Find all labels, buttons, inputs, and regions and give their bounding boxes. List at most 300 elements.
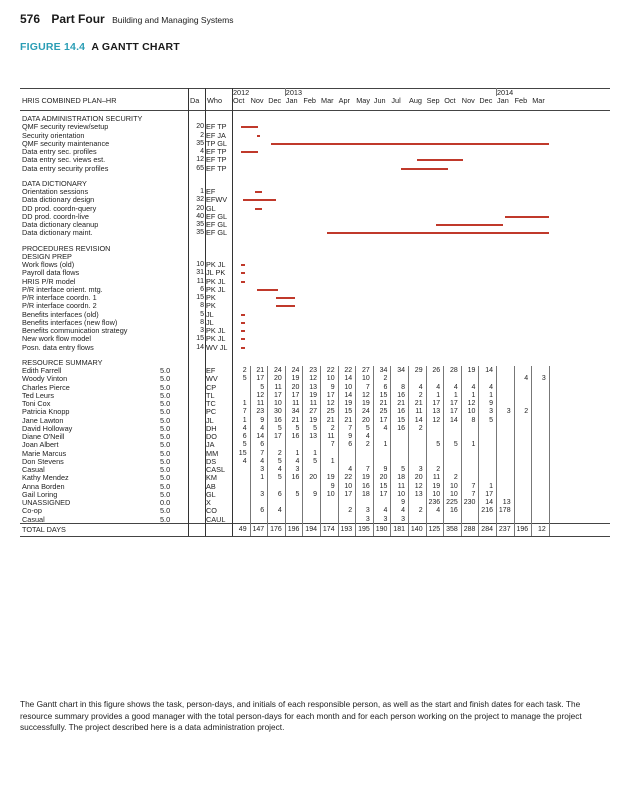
resource-month-value: 6 <box>348 441 353 449</box>
resource-month-value: 10 <box>397 490 405 498</box>
resource-month-value: 34 <box>397 367 405 374</box>
resource-month-value: 7 <box>365 466 370 473</box>
resource-initials: WV <box>206 374 218 384</box>
total-month-value: 196 <box>287 525 300 533</box>
resource-month-value: 11 <box>309 400 317 407</box>
total-month-value: 181 <box>393 525 405 533</box>
task-bar <box>241 322 245 324</box>
resource-month-value: 15 <box>397 416 405 424</box>
task-who: EF TP <box>206 122 227 132</box>
task-bar <box>327 232 549 234</box>
resource-month-value: 16 <box>291 474 300 482</box>
resource-initials: AB <box>206 481 216 491</box>
resource-month-value: 4 <box>295 457 300 465</box>
resource-name: Patricia Knopp <box>22 407 70 417</box>
resource-month-value: 4 <box>260 424 265 432</box>
resource-month-value: 7 <box>365 383 370 391</box>
month-label: Oct <box>233 96 245 105</box>
task-name: Data dictionary maint. <box>22 228 93 238</box>
resource-month-value: 16 <box>397 408 405 416</box>
task-bar <box>505 216 549 218</box>
resource-month-value: 20 <box>379 474 388 482</box>
task-who: EF TP <box>206 163 227 173</box>
resource-month-value: 230 <box>463 499 476 506</box>
resource-month-value: 9 <box>313 490 317 498</box>
total-month-value: 190 <box>375 525 388 533</box>
resource-month-value: 4 <box>277 507 282 515</box>
total-month-value: 237 <box>498 525 511 533</box>
resource-month-value: 3 <box>401 515 405 523</box>
total-month-value: 140 <box>410 525 423 533</box>
resource-month-value: 2 <box>453 474 458 482</box>
task-days: 5 <box>200 310 204 318</box>
resource-month-value: 17 <box>291 391 300 399</box>
resource-month-value: 4 <box>365 433 370 440</box>
resource-month-value: 3 <box>365 515 370 523</box>
resource-month-value: 17 <box>344 490 353 498</box>
resource-rate: 5.0 <box>160 481 171 491</box>
resource-month-value: 19 <box>291 375 300 383</box>
month-label: Nov <box>461 96 475 105</box>
resource-rate: 5.0 <box>160 415 171 425</box>
resource-rate: 5.0 <box>160 456 171 466</box>
task-name: Data dictionary cleanup <box>22 220 99 229</box>
task-name: New work flow model <box>22 334 91 344</box>
task-bar <box>276 297 295 299</box>
resource-month-value: 25 <box>379 408 388 416</box>
month-column-rule <box>267 366 268 536</box>
resource-month-value: 2 <box>418 424 423 432</box>
resource-month-value: 14 <box>256 433 265 440</box>
resource-month-value: 17 <box>273 391 282 399</box>
month-column-rule <box>514 366 515 536</box>
total-month-value: 288 <box>463 525 476 533</box>
resource-month-value: 4 <box>489 383 493 391</box>
task-days: 14 <box>196 343 204 351</box>
resource-month-value: 10 <box>449 482 458 490</box>
resource-month-value: 4 <box>436 383 441 391</box>
task-days: 35 <box>196 229 204 237</box>
figure-caption: The Gantt chart in this figure shows the task, person-days, and initials of each responsible person, as well as the start and finish dates for each task. The resource summary provides a good manager with the total person-days for each month and for each person working on the project to manage the project successfully. The project described here is a data administration project. <box>20 699 582 733</box>
total-month-value: 125 <box>428 525 441 533</box>
task-name: Data dictionary design <box>22 195 95 205</box>
resource-month-value: 20 <box>414 474 423 482</box>
task-days: 8 <box>200 318 204 326</box>
resource-month-value: 13 <box>309 433 317 440</box>
resource-month-value: 12 <box>467 400 476 407</box>
month-column-rule <box>285 366 286 536</box>
month-label: Feb <box>303 96 316 105</box>
resource-month-value: 7 <box>471 482 476 490</box>
resource-name: Don Stevens <box>22 456 64 466</box>
resource-month-value: 19 <box>432 482 441 490</box>
resource-initials: CAUL <box>206 514 226 524</box>
resource-month-value: 19 <box>361 400 370 407</box>
resource-month-value: 1 <box>330 457 335 465</box>
resource-month-value: 225 <box>446 499 458 506</box>
task-days: 10 <box>196 261 204 268</box>
resource-month-value: 9 <box>383 466 388 473</box>
task-days: 35 <box>196 139 204 147</box>
month-column-rule <box>408 366 409 536</box>
resource-month-value: 12 <box>414 482 423 490</box>
resource-month-value: 19 <box>467 367 476 374</box>
total-month-value: 147 <box>252 525 265 533</box>
resource-month-value: 9 <box>348 433 353 440</box>
resource-month-value: 4 <box>242 424 247 432</box>
month-column-rule <box>355 366 356 536</box>
task-days: 40 <box>196 212 204 220</box>
resource-initials: KM <box>206 473 217 483</box>
task-name: Benefits interfaces (new flow) <box>22 317 118 327</box>
figure-caption-title: A GANTT CHART <box>91 41 180 53</box>
task-bar <box>241 264 245 266</box>
resource-month-value: 2 <box>330 424 335 432</box>
task-who: EF GL <box>206 220 228 229</box>
task-name: HRIS P/R model <box>22 276 76 286</box>
task-who: EF TP <box>206 147 227 156</box>
resource-name: Charles Pierce <box>22 382 70 392</box>
resource-month-value: 34 <box>379 367 388 374</box>
resource-month-value: 21 <box>291 416 300 424</box>
task-days: 8 <box>200 302 204 310</box>
resource-name: Casual <box>22 514 45 524</box>
resource-month-value: 20 <box>309 474 317 482</box>
resource-month-value: 11 <box>415 408 423 416</box>
resource-month-value: 5 <box>277 474 282 482</box>
resource-month-value: 27 <box>361 367 370 374</box>
task-who: JL <box>206 309 214 319</box>
month-label: Mar <box>532 96 545 105</box>
year-label: 2014 <box>497 88 514 97</box>
resource-month-value: 3 <box>383 515 388 523</box>
resource-month-value: 1 <box>489 482 493 490</box>
resource-month-value: 178 <box>498 507 511 515</box>
resource-month-value: 22 <box>344 474 353 482</box>
resource-month-value: 5 <box>260 383 265 391</box>
task-name: P/R interface orient. mtg. <box>22 284 103 294</box>
resource-month-value: 4 <box>401 507 405 515</box>
task-bar <box>257 135 261 137</box>
month-label: Jun <box>373 96 386 105</box>
resource-month-value: 4 <box>260 457 265 465</box>
resource-month-value: 26 <box>432 367 441 374</box>
resource-month-value: 1 <box>242 400 247 407</box>
task-who: EF <box>206 187 216 196</box>
resource-name: Casual <box>22 465 45 474</box>
month-label: Nov <box>250 96 264 105</box>
resource-month-value: 2 <box>436 466 441 473</box>
resource-month-value: 236 <box>428 499 441 506</box>
resource-month-value: 4 <box>453 383 458 391</box>
resource-rate: 5.0 <box>160 366 171 375</box>
who-column-rule <box>205 88 206 536</box>
task-who: PK JL <box>206 260 226 269</box>
resource-month-value: 5 <box>313 424 317 432</box>
plan-title: HRIS COMBINED PLAN–HR <box>22 96 117 105</box>
resource-month-value: 10 <box>326 375 335 383</box>
resource-month-value: 9 <box>260 416 265 424</box>
resource-month-value: 16 <box>273 416 282 424</box>
resource-name: Co-op <box>22 506 42 516</box>
resource-month-value: 17 <box>379 416 388 424</box>
resource-month-value: 16 <box>291 433 300 440</box>
resource-name: Jane Lawton <box>22 415 64 425</box>
task-who: GL <box>206 203 216 213</box>
resource-month-value: 10 <box>432 490 441 498</box>
resource-month-value: 2 <box>242 367 247 374</box>
month-label: Dec <box>479 96 493 105</box>
total-month-value: 176 <box>270 525 282 533</box>
resource-month-value: 11 <box>327 433 335 440</box>
resource-name: Marie Marcus <box>22 448 67 458</box>
resource-month-value: 10 <box>361 375 370 383</box>
resource-month-value: 5 <box>295 490 300 498</box>
resource-month-value: 1 <box>383 441 388 449</box>
resource-initials: DS <box>206 456 217 466</box>
month-column-rule <box>549 366 550 536</box>
task-bar <box>436 224 503 226</box>
totals-bottom-rule <box>20 536 610 537</box>
resource-name: Toni Cox <box>22 399 51 408</box>
month-label: Sep <box>426 96 440 105</box>
task-days: 65 <box>196 164 204 172</box>
resource-month-value: 12 <box>309 375 317 383</box>
resource-month-value: 1 <box>471 391 476 399</box>
header-top-rule <box>20 88 610 89</box>
resource-month-value: 9 <box>401 499 405 506</box>
resource-month-value: 1 <box>453 391 458 399</box>
resource-name: Woody Vinton <box>22 374 68 384</box>
resource-month-value: 6 <box>242 433 247 440</box>
resource-month-value: 12 <box>432 416 441 424</box>
resource-rate: 0.0 <box>160 498 171 507</box>
resource-month-value: 7 <box>242 408 247 416</box>
resource-initials: GL <box>206 489 216 499</box>
resource-month-value: 5 <box>242 441 247 449</box>
resource-month-value: 5 <box>436 441 441 449</box>
task-bar <box>276 305 295 307</box>
total-month-value: 196 <box>516 525 529 533</box>
resource-month-value: 21 <box>379 400 388 407</box>
task-days: 11 <box>196 277 204 285</box>
resource-rate: 5.0 <box>160 382 171 392</box>
resource-name: UNASSIGNED <box>22 498 71 507</box>
resource-month-value: 24 <box>273 367 282 374</box>
resource-month-value: 30 <box>273 408 282 416</box>
task-days: 20 <box>196 204 204 212</box>
task-who: JL <box>206 317 214 327</box>
resource-month-value: 10 <box>344 383 353 391</box>
resource-rate: 5.0 <box>160 465 171 474</box>
year-tick <box>496 88 497 96</box>
task-bar <box>417 159 463 161</box>
resource-month-value: 19 <box>309 391 317 399</box>
resource-month-value: 4 <box>277 466 282 473</box>
month-label: Jan <box>285 96 298 105</box>
resource-month-value: 28 <box>449 367 458 374</box>
resource-month-value: 2 <box>365 441 370 449</box>
resource-month-value: 19 <box>344 400 353 407</box>
resource-month-value: 6 <box>260 507 265 515</box>
resource-month-value: 9 <box>330 482 335 490</box>
resource-month-value: 23 <box>256 408 265 416</box>
resource-initials: DO <box>206 432 217 441</box>
resource-month-value: 14 <box>344 375 353 383</box>
resource-month-value: 11 <box>274 383 282 391</box>
resource-month-value: 17 <box>449 400 458 407</box>
header-bottom-rule <box>20 110 610 111</box>
resource-initials: TC <box>206 399 216 408</box>
month-column-rule <box>250 366 251 536</box>
resource-initials: EF <box>206 366 216 375</box>
resource-month-value: 21 <box>256 367 265 374</box>
resource-initials: PC <box>206 407 217 417</box>
task-name: Payroll data flows <box>22 268 80 278</box>
total-month-value: 49 <box>238 525 247 533</box>
resource-month-value: 1 <box>313 449 317 457</box>
resource-month-value: 8 <box>471 416 476 424</box>
resource-month-value: 4 <box>242 457 247 465</box>
resource-month-value: 5 <box>242 375 247 383</box>
resource-month-value: 4 <box>436 507 441 515</box>
resource-month-value: 6 <box>383 383 388 391</box>
month-column-rule <box>373 366 374 536</box>
resource-month-value: 3 <box>506 408 511 416</box>
resource-month-value: 5 <box>313 457 317 465</box>
task-days: 3 <box>200 327 204 334</box>
resource-name: David Holloway <box>22 423 73 433</box>
task-who: EF JA <box>206 130 226 140</box>
resource-name: Anna Borden <box>22 481 65 491</box>
task-days: 1 <box>200 188 204 195</box>
resource-month-value: 24 <box>291 367 300 374</box>
resource-rate: 5.0 <box>160 423 171 433</box>
resource-month-value: 16 <box>449 507 458 515</box>
resource-month-value: 5 <box>401 466 405 473</box>
task-who: PK JL <box>206 276 226 286</box>
resource-month-value: 2 <box>277 449 282 457</box>
totals-top-rule <box>20 523 610 524</box>
resource-month-value: 10 <box>273 400 282 407</box>
resource-initials: CP <box>206 382 217 392</box>
resource-month-value: 19 <box>309 416 317 424</box>
task-who: PK JL <box>206 284 226 294</box>
resource-month-value: 10 <box>449 490 458 498</box>
resource-month-value: 8 <box>401 383 405 391</box>
resource-month-value: 11 <box>256 400 265 407</box>
resource-month-value: 5 <box>277 457 282 465</box>
resource-month-value: 15 <box>379 482 388 490</box>
resource-month-value: 22 <box>326 367 335 374</box>
resource-month-value: 34 <box>291 408 300 416</box>
task-days: 15 <box>196 294 204 301</box>
month-label: Oct <box>444 96 456 105</box>
task-name: Data entry security profiles <box>22 163 109 173</box>
month-label: May <box>356 96 370 105</box>
resource-month-value: 29 <box>414 367 423 374</box>
month-column-rule <box>461 366 462 536</box>
resource-month-value: 20 <box>361 416 370 424</box>
month-column-rule <box>426 366 427 536</box>
resource-initials: MM <box>206 448 219 458</box>
section-title: DATA ADMINISTRATION SECURITY <box>22 114 143 123</box>
resource-rate: 5.0 <box>160 506 171 516</box>
resource-month-value: 20 <box>291 383 300 391</box>
resource-month-value: 24 <box>361 408 370 416</box>
resource-month-value: 3 <box>260 490 265 498</box>
resource-rate: 5.0 <box>160 432 171 441</box>
total-month-value: 194 <box>305 525 317 533</box>
month-label: Jul <box>391 96 401 105</box>
task-bar <box>243 199 276 201</box>
resource-name: Diane O'Neill <box>22 432 65 441</box>
resource-month-value: 13 <box>414 490 423 498</box>
resource-name: Joan Albert <box>22 440 59 450</box>
resource-month-value: 4 <box>348 466 353 473</box>
resource-month-value: 5 <box>489 416 493 424</box>
resource-month-value: 4 <box>418 383 423 391</box>
month-label: Aug <box>409 96 422 105</box>
month-column-rule <box>443 366 444 536</box>
resource-month-value: 5 <box>295 424 300 432</box>
task-name: Security orientation <box>22 130 85 140</box>
figure-label: FIGURE 14.4 <box>20 41 86 53</box>
task-name: Data entry sec. views est. <box>22 155 106 165</box>
resource-name: Gail Loring <box>22 489 58 499</box>
resource-rate: 5.0 <box>160 374 171 384</box>
task-days: 12 <box>196 156 204 164</box>
task-days: 15 <box>196 335 204 343</box>
resource-month-value: 9 <box>489 400 493 407</box>
task-name: Orientation sessions <box>22 187 89 196</box>
task-days: 6 <box>200 285 204 293</box>
task-who: PK <box>206 293 216 302</box>
resource-month-value: 7 <box>471 490 476 498</box>
resource-month-value: 16 <box>397 424 405 432</box>
resource-month-value: 3 <box>489 408 493 416</box>
resource-month-value: 16 <box>397 391 405 399</box>
resource-month-value: 1 <box>242 416 247 424</box>
resource-month-value: 16 <box>361 482 370 490</box>
task-name: Data entry sec. profiles <box>22 147 97 156</box>
resource-month-value: 9 <box>330 383 335 391</box>
month-label: Mar <box>321 96 334 105</box>
total-month-value: 174 <box>322 525 335 533</box>
total-days-label: TOTAL DAYS <box>22 524 66 534</box>
resource-summary-title: RESOURCE SUMMARY <box>22 357 103 367</box>
task-who: EFWV <box>206 195 228 205</box>
month-label: Feb <box>514 96 528 105</box>
resource-month-value: 1 <box>489 391 493 399</box>
task-bar <box>257 289 278 291</box>
task-name: P/R interface coordn. 1 <box>22 293 97 302</box>
total-month-value: 193 <box>340 525 353 533</box>
part-label: Part Four <box>51 12 105 26</box>
task-days: 31 <box>196 269 204 277</box>
task-who: PK JL <box>206 334 226 344</box>
resource-month-value: 27 <box>309 408 317 416</box>
resource-month-value: 216 <box>481 507 493 515</box>
resource-initials: DH <box>206 423 217 433</box>
resource-month-value: 14 <box>344 391 353 399</box>
resource-initials: JL <box>206 415 214 425</box>
resource-rate: 5.0 <box>160 489 171 499</box>
resource-initials: X <box>206 498 211 507</box>
resource-month-value: 22 <box>344 367 353 374</box>
who-column-header: Who <box>207 96 223 105</box>
resource-rate: 5.0 <box>160 399 171 408</box>
